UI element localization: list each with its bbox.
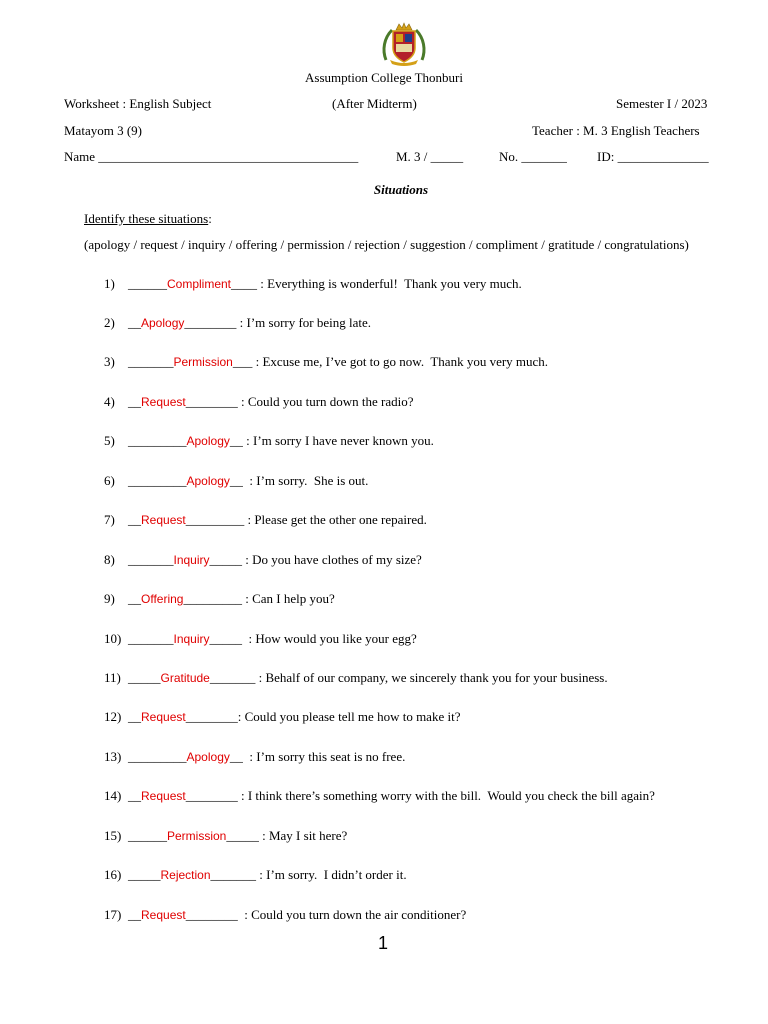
answer-blank-leading: _____ [128, 867, 161, 882]
question-item [104, 473, 368, 489]
situation-sentence: : I’m sorry. She is out. [242, 473, 369, 488]
situation-sentence: : Excuse me, I’ve got to go now. Thank you very much. [252, 354, 549, 369]
answer-text[interactable]: Permission [167, 829, 227, 843]
question-item [104, 315, 371, 331]
situation-sentence: : Everything is wonderful! Thank you very much. [257, 276, 522, 291]
question-number: 2) [104, 315, 115, 330]
answer-blank-leading: _______ [128, 354, 174, 369]
answer-blank-trailing: _________ [183, 591, 242, 606]
answer-blank-trailing: ____ [231, 276, 258, 291]
situation-sentence: : Please get the other one repaired. [244, 512, 427, 527]
answer-blank-trailing: ________ [185, 907, 238, 922]
answer-text[interactable]: Permission [173, 355, 233, 369]
question-item [104, 512, 427, 528]
question-item [104, 867, 407, 883]
class-field[interactable]: M. 3 / _____ [396, 149, 464, 164]
answer-text[interactable]: Request [141, 710, 186, 724]
question-item [104, 276, 522, 292]
question-item [104, 670, 608, 686]
answer-blank-trailing: __ [229, 473, 243, 488]
answer-blank-leading: __ [128, 788, 141, 803]
answer-blank-trailing: ________ [184, 315, 237, 330]
answer-blank-trailing: ___ [232, 354, 253, 369]
situation-sentence: : Do you have clothes of my size? [242, 552, 422, 567]
answer-blank-trailing: _____ [226, 828, 259, 843]
question-number: 3) [104, 354, 115, 369]
question-number: 6) [104, 473, 115, 488]
situation-sentence: : Could you turn down the radio? [237, 394, 414, 409]
answer-blank-leading: __ [128, 394, 141, 409]
question-number: 8) [104, 552, 115, 567]
question-number: 7) [104, 512, 115, 527]
name-field[interactable]: Name ________________________________________ [64, 149, 359, 164]
answer-blank-trailing: _______ [210, 867, 257, 882]
answer-blank-leading: _________ [128, 749, 187, 764]
question-item [104, 433, 434, 449]
question-number: 4) [104, 394, 115, 409]
page-number: 1 [378, 933, 389, 953]
instruction-colon: : [208, 211, 212, 226]
answer-blank-leading: __ [128, 591, 141, 606]
instruction-text: Identify these situations [84, 211, 209, 226]
semester-label: Semester I / 2023 [616, 96, 708, 111]
answer-blank-leading: _________ [128, 473, 187, 488]
situation-options: (apology / request / inquiry / offering / permission / rejection / suggestion / compliment / gratitude / congratulations) [84, 237, 689, 252]
question-number: 5) [104, 433, 115, 448]
answer-blank-trailing: _____ [209, 631, 243, 646]
question-number: 17) [104, 907, 122, 922]
answer-blank-trailing: ________ [185, 788, 238, 803]
question-item [104, 907, 466, 923]
situation-sentence: : I’m sorry for being late. [236, 315, 372, 330]
school-name: Assumption College Thonburi [305, 70, 463, 85]
question-number: 11) [104, 670, 121, 685]
answer-blank-trailing: __ [229, 433, 243, 448]
question-item [104, 354, 548, 370]
school-crest-logo [380, 22, 428, 66]
situation-sentence: : Behalf of our company, we sincerely thank you for your business. [255, 670, 608, 685]
question-number: 15) [104, 828, 122, 843]
question-item [104, 552, 422, 568]
teacher-label: Teacher : M. 3 English Teachers [532, 123, 700, 138]
number-field[interactable]: No. _______ [499, 149, 567, 164]
question-number: 13) [104, 749, 122, 764]
answer-blank-trailing: __ [229, 749, 243, 764]
question-number: 12) [104, 709, 122, 724]
answer-text[interactable]: Apology [141, 316, 185, 330]
question-number: 1) [104, 276, 115, 291]
answer-text[interactable]: Apology [186, 434, 230, 448]
answer-blank-leading: _______ [128, 552, 174, 567]
situation-sentence: : I think there’s something worry with the bill. Would you check the bill again? [237, 788, 655, 803]
answer-text[interactable]: Offering [141, 592, 184, 606]
answer-text[interactable]: Request [141, 908, 186, 922]
question-item [104, 788, 655, 804]
answer-blank-trailing: ________ [185, 394, 238, 409]
answer-blank-leading: __ [128, 512, 141, 527]
question-item [104, 828, 347, 844]
question-item [104, 631, 417, 647]
situation-sentence: : I’m sorry I have never known you. [242, 433, 434, 448]
answer-blank-trailing: _________ [185, 512, 245, 527]
section-title: Situations [373, 182, 429, 197]
answer-blank-trailing: ________ [185, 709, 238, 724]
answer-blank-leading: ______ [128, 276, 167, 291]
situation-sentence: : How would you like your egg? [242, 631, 417, 646]
question-item [104, 591, 335, 607]
answer-text[interactable]: Request [141, 395, 186, 409]
question-number: 16) [104, 867, 122, 882]
answer-blank-leading: ______ [128, 828, 167, 843]
question-item [104, 394, 414, 410]
question-number: 9) [104, 591, 115, 606]
answer-text[interactable]: Inquiry [173, 553, 210, 567]
worksheet-label: Worksheet : English Subject [64, 96, 212, 111]
answer-blank-trailing: _______ [209, 670, 256, 685]
answer-blank-leading: __ [128, 709, 141, 724]
answer-text[interactable]: Apology [186, 750, 230, 764]
answer-text[interactable]: Apology [186, 474, 230, 488]
answer-blank-leading: __ [128, 315, 141, 330]
answer-blank-leading: _____ [128, 670, 161, 685]
situation-sentence: : Can I help you? [241, 591, 335, 606]
situation-sentence: : Could you turn down the air conditioner? [237, 907, 467, 922]
question-item [104, 749, 405, 765]
instruction [84, 211, 212, 227]
situation-sentence: : I’m sorry this seat is no free. [242, 749, 406, 764]
situation-sentence: : Could you please tell me how to make it? [237, 709, 461, 724]
answer-text[interactable]: Request [141, 513, 186, 527]
answer-text[interactable]: Compliment [167, 277, 232, 291]
answer-blank-leading: _________ [128, 433, 187, 448]
question-item [104, 709, 460, 725]
answer-text[interactable]: Request [141, 789, 186, 803]
id-field[interactable]: ID: ______________ [597, 149, 709, 164]
question-number: 10) [104, 631, 122, 646]
answer-blank-leading: _______ [128, 631, 174, 646]
situation-sentence: : I’m sorry. I didn’t order it. [256, 867, 407, 882]
answer-text[interactable]: Inquiry [173, 632, 210, 646]
answer-blank-leading: __ [128, 907, 141, 922]
term-label: (After Midterm) [332, 96, 417, 111]
question-number: 14) [104, 788, 122, 803]
answer-text[interactable]: Gratitude [160, 671, 210, 685]
answer-blank-trailing: _____ [209, 552, 243, 567]
answer-text[interactable]: Rejection [160, 868, 211, 882]
situation-sentence: : May I sit here? [258, 828, 348, 843]
level-label: Matayom 3 (9) [64, 123, 142, 138]
